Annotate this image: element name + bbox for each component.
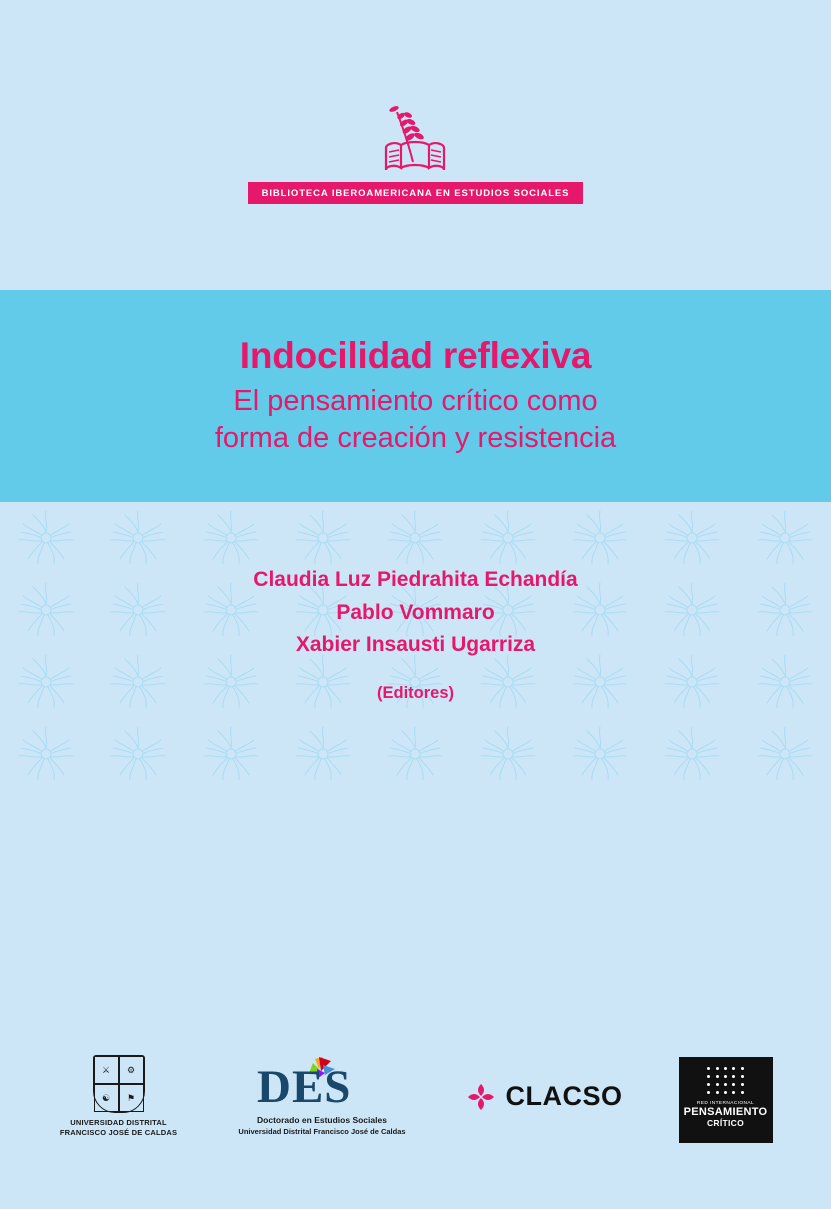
logo-doctorado-estudios-sociales <box>235 1055 410 1137</box>
author-name: Claudia Luz Piedrahita Echandía <box>253 568 578 591</box>
logo-line-2: PENSAMIENTO <box>683 1106 768 1118</box>
footer-logos <box>0 1055 831 1165</box>
logo-red-pensamiento-critico <box>679 1057 773 1143</box>
logo-caption-line-1: Doctorado en Estudios Sociales <box>257 1115 387 1125</box>
burst-icon <box>277 718 369 790</box>
wheat-and-book-icon <box>341 100 491 180</box>
imprint-logo <box>0 100 831 204</box>
logo-caption <box>60 1118 177 1138</box>
logo-line-1: RED INTERNACIONAL <box>696 1101 755 1106</box>
pattern-band <box>0 502 831 790</box>
author-name: Pablo Vommaro <box>336 600 495 624</box>
burst-icon <box>462 718 554 790</box>
burst-icon <box>739 718 831 790</box>
des-wordmark: DES <box>257 1061 352 1113</box>
burst-icon <box>369 718 461 790</box>
editors-label: (Editores) <box>376 683 454 702</box>
burst-icon <box>92 718 184 790</box>
clacso-wordmark: CLACSO <box>505 1081 623 1111</box>
shield-quadrant: ⚑ <box>119 1084 144 1112</box>
burst-icon <box>0 718 92 790</box>
burst-icon <box>554 718 646 790</box>
logo-caption-line-1: UNIVERSIDAD DISTRITAL <box>70 1118 167 1127</box>
authors-block <box>0 564 831 703</box>
imprint-label: BIBLIOTECA IBEROAMERICANA EN ESTUDIOS SOCIALES <box>248 182 584 204</box>
shield-quadrant: ☯ <box>94 1084 119 1112</box>
cover-top-band <box>0 0 831 290</box>
logo-caption-line-2: FRANCISCO JOSÉ DE CALDAS <box>59 1128 178 1138</box>
shield-quadrant: ⚔ <box>94 1056 119 1084</box>
dot-grid-icon <box>706 1065 746 1095</box>
shield-icon <box>93 1055 145 1113</box>
title-band <box>0 290 831 502</box>
logo-caption <box>238 1115 405 1137</box>
logo-caption-line-2: Universidad Distrital Francisco José de Caldas <box>238 1126 406 1136</box>
logo-clacso <box>466 1081 623 1112</box>
page-subtitle-line-2: forma de creación y resistencia <box>214 422 617 454</box>
page-subtitle-line-1: El pensamiento crítico como <box>233 384 598 417</box>
logo-universidad-distrital <box>59 1055 179 1138</box>
shield-quadrant: ⚙ <box>119 1056 144 1084</box>
logo-line-3: CRÍTICO <box>706 1118 745 1128</box>
author-name: Xabier Insausti Ugarriza <box>295 633 536 657</box>
page-title: Indocilidad reflexiva <box>239 334 592 376</box>
clacso-pinwheel-icon <box>466 1082 496 1112</box>
burst-icon <box>646 718 738 790</box>
burst-icon <box>185 718 277 790</box>
des-mark <box>257 1055 387 1111</box>
